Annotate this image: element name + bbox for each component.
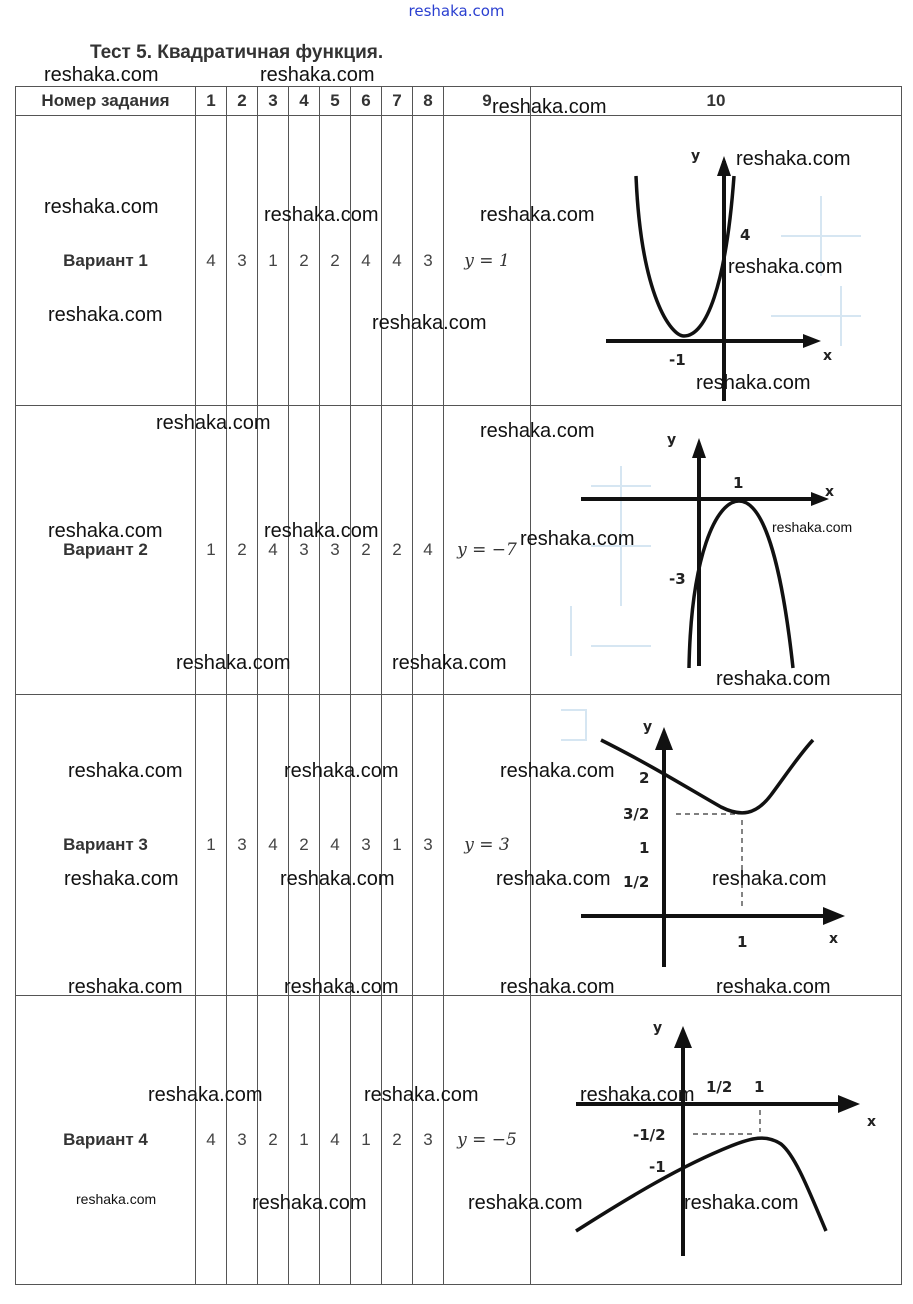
watermark: reshaka.com xyxy=(284,976,399,998)
y-axis-arrow xyxy=(655,727,673,750)
answer-cell: 4 xyxy=(320,996,351,1285)
y-axis-arrow xyxy=(717,156,731,176)
header-col-2: 2 xyxy=(227,87,258,116)
answer-cell: 1 xyxy=(258,116,289,406)
header-col-8: 8 xyxy=(413,87,444,116)
header-row xyxy=(16,87,902,116)
tick-label: -1/2 xyxy=(633,1126,666,1144)
header-task-number: Номер задания xyxy=(16,87,196,116)
tick-label: 1 xyxy=(639,839,650,857)
watermark: reshaka.com xyxy=(280,868,395,890)
answer-cell: 4 xyxy=(320,695,351,996)
tick-label: 1 xyxy=(737,933,748,951)
y-axis-label: y xyxy=(653,1020,663,1036)
watermark: reshaka.com xyxy=(712,868,827,890)
answer-cell: 2 xyxy=(227,406,258,695)
answer-cell: 2 xyxy=(382,996,413,1285)
answer-cell: 3 xyxy=(413,996,444,1285)
answer-cell: 1 xyxy=(351,996,382,1285)
watermark: reshaka.com xyxy=(736,148,851,170)
x-axis-arrow xyxy=(838,1095,860,1113)
answer-cell: 3 xyxy=(289,406,320,695)
watermark: reshaka.com xyxy=(176,652,291,674)
answer-9-cell: y = −5 xyxy=(444,996,531,1285)
parabola-graph-3 xyxy=(531,695,902,995)
watermark: reshaka.com xyxy=(520,528,635,550)
watermark: reshaka.com xyxy=(264,520,379,542)
watermark: reshaka.com xyxy=(684,1192,799,1214)
tick-label: 3/2 xyxy=(623,805,650,823)
header-col-10: 10 xyxy=(531,87,902,116)
answer-cell: 2 xyxy=(351,406,382,695)
watermark: reshaka.com xyxy=(492,96,607,118)
watermark: reshaka.com xyxy=(68,976,183,998)
watermark: reshaka.com xyxy=(772,519,853,535)
watermark: reshaka.com xyxy=(44,64,159,86)
tick-label: 1 xyxy=(733,474,744,492)
watermark: reshaka.com xyxy=(284,760,399,782)
answer-cell: 3 xyxy=(351,695,382,996)
watermark: reshaka.com xyxy=(364,1084,479,1106)
answer-9-cell: y = −7 xyxy=(444,406,531,695)
tick-label: 1/2 xyxy=(706,1078,733,1096)
parabola-curve xyxy=(601,740,813,813)
answer-cell: 1 xyxy=(196,406,227,695)
header-col-1: 1 xyxy=(196,87,227,116)
watermark: reshaka.com xyxy=(500,760,615,782)
x-axis-label: x xyxy=(867,1114,877,1130)
answer-9-cell: y = 3 xyxy=(444,695,531,996)
watermark: reshaka.com xyxy=(264,204,379,226)
x-axis-label: x xyxy=(829,931,839,947)
watermark: reshaka.com xyxy=(728,256,843,278)
answer-cell: 1 xyxy=(289,996,320,1285)
x-axis-label: x xyxy=(825,484,835,500)
answer-cell: 3 xyxy=(320,406,351,695)
parabola-curve xyxy=(636,176,734,336)
tick-label: -3 xyxy=(669,570,686,588)
answer-cell: 1 xyxy=(382,695,413,996)
tick-label: 4 xyxy=(740,226,751,244)
watermark: reshaka.com xyxy=(496,868,611,890)
header-col-7: 7 xyxy=(382,87,413,116)
x-axis-label: x xyxy=(823,348,833,364)
header-col-5: 5 xyxy=(320,87,351,116)
answer-cell: 3 xyxy=(227,695,258,996)
y-axis-label: y xyxy=(691,148,701,164)
tick-label: 1 xyxy=(754,1078,765,1096)
site-header-link[interactable]: reshaka.com xyxy=(408,2,505,20)
y-axis-arrow xyxy=(674,1026,692,1048)
answer-cell: 4 xyxy=(413,406,444,695)
watermark: reshaka.com xyxy=(716,976,831,998)
answer-cell: 3 xyxy=(413,695,444,996)
tick-label: -1 xyxy=(649,1158,666,1176)
watermark: reshaka.com xyxy=(696,372,811,394)
answer-9-cell: y = 1 xyxy=(444,116,531,406)
answer-cell: 4 xyxy=(196,116,227,406)
watermark: reshaka.com xyxy=(372,312,487,334)
watermark: reshaka.com xyxy=(580,1084,695,1106)
answer-cell: 2 xyxy=(289,695,320,996)
y-axis-label: y xyxy=(667,432,677,448)
x-axis-arrow xyxy=(803,334,821,348)
answer-cell: 2 xyxy=(320,116,351,406)
header-col-4: 4 xyxy=(289,87,320,116)
variant-label: Вариант 4 xyxy=(16,996,196,1285)
variant-label: Вариант 3 xyxy=(16,695,196,996)
tick-label: 1/2 xyxy=(623,873,650,891)
header-col-6: 6 xyxy=(351,87,382,116)
answer-cell: 4 xyxy=(258,406,289,695)
watermark: reshaka.com xyxy=(44,196,159,218)
watermark: reshaka.com xyxy=(392,652,507,674)
answer-cell: 2 xyxy=(258,996,289,1285)
watermark: reshaka.com xyxy=(68,760,183,782)
answer-cell: 4 xyxy=(258,695,289,996)
answer-cell: 4 xyxy=(351,116,382,406)
header-col-9: 9 xyxy=(444,87,531,116)
tick-label: -1 xyxy=(669,351,686,369)
variant-label: Вариант 2 xyxy=(16,406,196,695)
table-row xyxy=(16,996,902,1285)
watermark: reshaka.com xyxy=(48,304,163,326)
watermark: reshaka.com xyxy=(64,868,179,890)
graph-cell xyxy=(531,695,902,996)
answer-cell: 3 xyxy=(413,116,444,406)
parabola-curve xyxy=(576,1138,826,1231)
watermark: reshaka.com xyxy=(500,976,615,998)
x-axis-arrow xyxy=(823,907,845,925)
variant-label: Вариант 1 xyxy=(16,116,196,406)
graph-cell xyxy=(531,996,902,1285)
watermark: reshaka.com xyxy=(148,1084,263,1106)
watermark: reshaka.com xyxy=(716,668,831,690)
answer-cell: 4 xyxy=(196,996,227,1285)
y-axis-arrow xyxy=(692,438,706,458)
watermark: reshaka.com xyxy=(252,1192,367,1214)
y-axis-label: y xyxy=(643,719,653,735)
table-row xyxy=(16,695,902,996)
answer-cell: 3 xyxy=(227,996,258,1285)
tick-label: 2 xyxy=(639,769,650,787)
header-col-3: 3 xyxy=(258,87,289,116)
answer-cell: 4 xyxy=(382,116,413,406)
answer-cell: 2 xyxy=(382,406,413,695)
watermark: reshaka.com xyxy=(76,1191,157,1207)
watermark: reshaka.com xyxy=(468,1192,583,1214)
watermark: reshaka.com xyxy=(480,420,595,442)
answer-cell: 3 xyxy=(227,116,258,406)
watermark: reshaka.com xyxy=(48,520,163,542)
answer-cell: 2 xyxy=(289,116,320,406)
watermark: reshaka.com xyxy=(480,204,595,226)
watermark: reshaka.com xyxy=(260,64,375,86)
answer-cell: 1 xyxy=(196,695,227,996)
page-title: Тест 5. Квадратичная функция. xyxy=(90,42,384,63)
parabola-graph-4 xyxy=(531,996,902,1284)
watermark: reshaka.com xyxy=(156,412,271,434)
